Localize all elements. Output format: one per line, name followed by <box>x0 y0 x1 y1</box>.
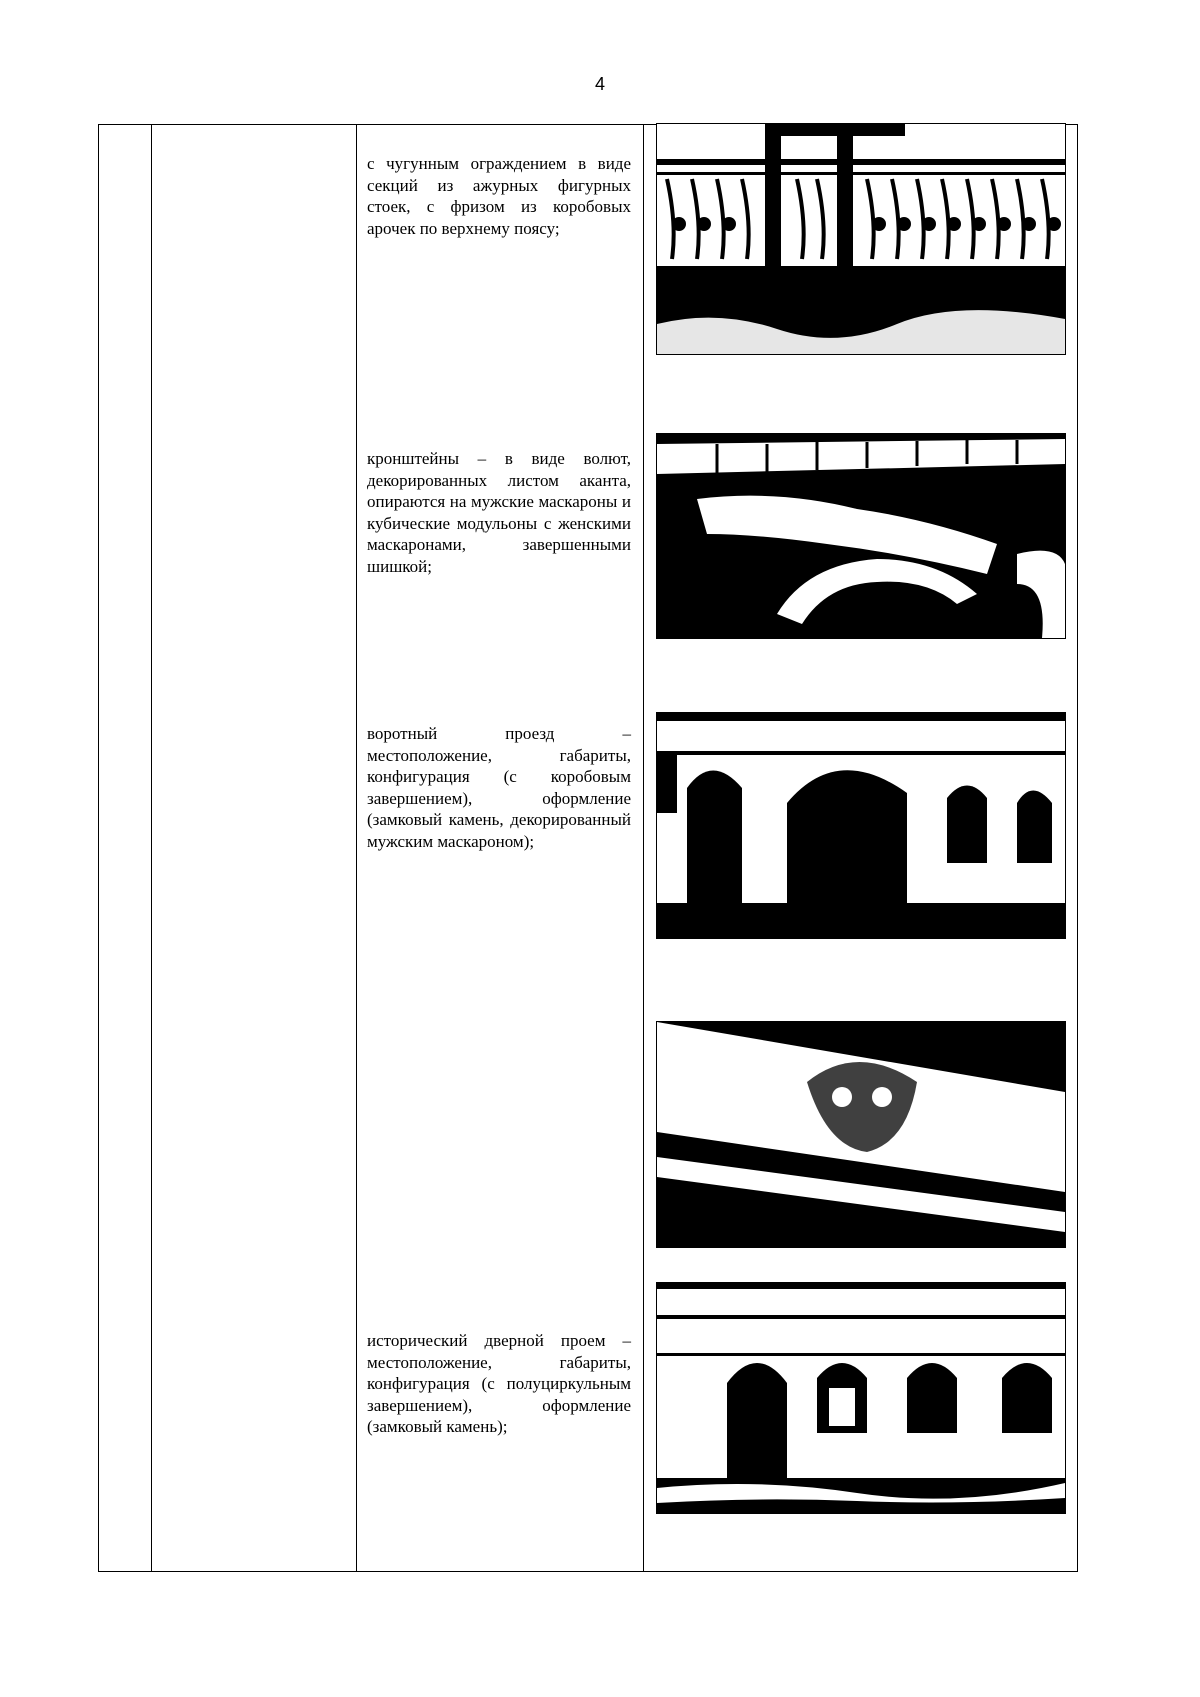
historic-doorway-photo <box>656 1282 1066 1514</box>
row-description: с чугунным ограждением в виде секций из ажурных фигурных стоек, с фризом из коробовых арочек по верхнему поясу; <box>367 154 631 238</box>
row-description: кронштейны – в виде волют, декорированных листом аканта, опираются на мужские маскароны и кубические модульоны с женскими маскаронами, завершенными шишкой; <box>367 449 631 576</box>
brackets-volutes-photo <box>656 433 1066 639</box>
objects-table <box>98 124 1078 1572</box>
cast-iron-railing-photo <box>656 123 1066 355</box>
column-divider <box>356 125 357 1571</box>
page-number: 4 <box>594 74 605 94</box>
row-description: воротный проезд – местоположение, габариты, конфигурация (с коробовым завершением), оформление (замковый камень, декорированный мужским маскароном); <box>367 724 631 851</box>
gate-passage-photo <box>656 712 1066 939</box>
column-divider <box>643 125 644 1571</box>
column-divider <box>151 125 152 1571</box>
keystone-mascaron-photo <box>656 1021 1066 1248</box>
row-description: исторический дверной проем – местоположение, габариты, конфигурация (с полуциркульным завершением), оформление (замковый камень); <box>367 1331 631 1436</box>
